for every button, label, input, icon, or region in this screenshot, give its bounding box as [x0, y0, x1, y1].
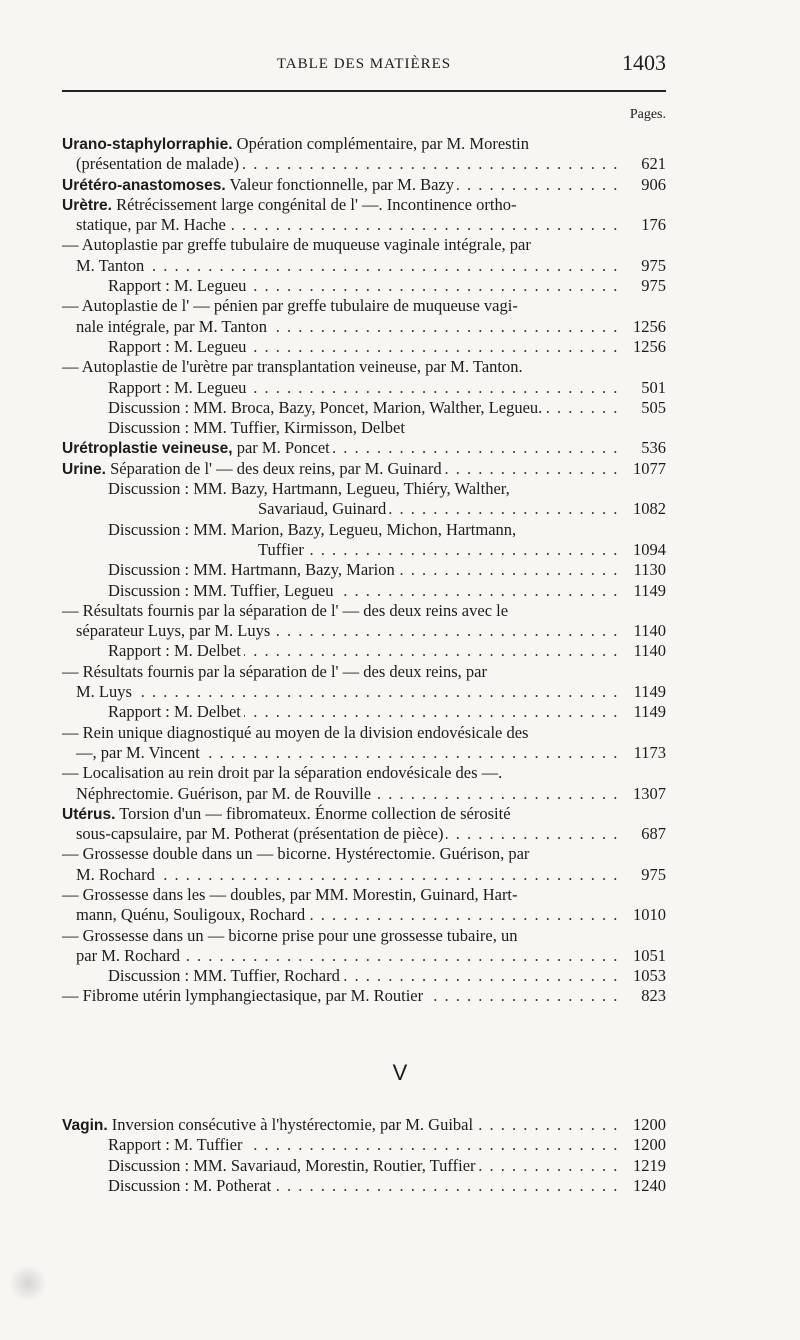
toc-entry: [62, 986, 666, 1006]
toc-entry: [62, 1115, 666, 1135]
toc-entry-page: 1149: [630, 581, 666, 601]
toc-entry: [62, 296, 666, 316]
toc-entry-text: — Rein unique diagnostiqué au moyen de la division endovésicale des: [62, 723, 531, 742]
toc-entry-text: Savariaud, Guinard: [62, 499, 389, 518]
header-rule: [62, 90, 666, 92]
toc-entry-page: 1256: [629, 337, 666, 357]
toc-entry: [62, 357, 666, 377]
toc-entry-page: 1077: [629, 459, 666, 479]
toc-entry-text: — Autoplastie de l'urètre par transplantation veineuse, par M. Tanton.: [62, 357, 526, 376]
toc-entry: [62, 540, 666, 560]
table-of-contents-v: [62, 1115, 666, 1196]
toc-entry: [62, 235, 666, 255]
toc-entry-text: — Localisation au rein droit par la séparation endovésicale des —.: [62, 763, 505, 782]
toc-entry-text: Urètre. Rétrécissement large congénital de l' —. Incontinence ortho-: [62, 195, 519, 214]
toc-entry-page: 621: [637, 154, 666, 174]
toc-entry-text: mann, Quénu, Souligoux, Rochard: [62, 905, 308, 924]
toc-entry-text: M. Rochard: [62, 865, 158, 884]
toc-entry-page: 176: [637, 215, 666, 235]
toc-entry-page: 1200: [629, 1115, 666, 1135]
toc-entry: [62, 134, 666, 154]
toc-entry: [62, 844, 666, 864]
toc-entry-text: Discussion : MM. Tuffier, Legueu: [62, 581, 336, 600]
toc-entry-text: Discussion : MM. Bazy, Hartmann, Legueu, Thiéry, Walther,: [62, 479, 513, 498]
toc-entry-text: —, par M. Vincent: [62, 743, 203, 762]
toc-entry: [62, 418, 666, 438]
toc-entry-page: 906: [637, 175, 666, 195]
toc-entry-text: sous-capsulaire, par M. Potherat (présentation de pièce): [62, 824, 446, 843]
toc-entry: [62, 560, 666, 580]
table-of-contents-u: [62, 134, 666, 1007]
toc-entry-text: — Grossesse dans les — doubles, par MM. Morestin, Guinard, Hart-: [62, 885, 521, 904]
page-number: 1403: [622, 50, 666, 75]
toc-entry: [62, 1135, 666, 1155]
toc-entry: [62, 256, 666, 276]
toc-entry: [62, 723, 666, 743]
toc-entry: [62, 763, 666, 783]
running-title: TABLE DES MATIÈRES: [276, 56, 452, 72]
toc-entry-page: 687: [637, 824, 666, 844]
toc-entry: [62, 378, 666, 398]
toc-entry-text: Utérus. Torsion d'un — fibromateux. Énorme collection de sérosité: [62, 804, 514, 823]
toc-entry-page: 501: [637, 378, 666, 398]
toc-entry: [62, 601, 666, 621]
toc-entry: [62, 702, 666, 722]
toc-entry-text: — Résultats fournis par la séparation de l' — des deux reins, par: [62, 662, 490, 681]
toc-entry: [62, 438, 666, 458]
toc-entry-text: M. Tanton: [62, 256, 147, 275]
toc-entry-page: 975: [637, 865, 666, 885]
toc-entry: [62, 662, 666, 682]
toc-entry: [62, 865, 666, 885]
toc-entry: [62, 804, 666, 824]
toc-entry-page: 1082: [629, 499, 666, 519]
toc-entry-text: Rapport : M. Delbet: [62, 702, 244, 721]
toc-entry: [62, 215, 666, 235]
toc-entry: [62, 520, 666, 540]
toc-entry-page: 1307: [629, 784, 666, 804]
toc-entry-text: Urano-staphylorraphie. Opération complémentaire, par M. Morestin: [62, 134, 532, 153]
toc-entry: [62, 784, 666, 804]
toc-entry-page: 1010: [629, 905, 666, 925]
toc-entry-text: — Autoplastie de l' — pénien par greffe tubulaire de muqueuse vagi-: [62, 296, 521, 315]
toc-entry: [62, 337, 666, 357]
toc-entry-text: Discussion : MM. Hartmann, Bazy, Marion: [62, 560, 398, 579]
section-letter: V: [392, 1060, 408, 1085]
toc-entry-page: 1240: [629, 1176, 666, 1196]
toc-entry: [62, 581, 666, 601]
toc-entry-page: 975: [637, 256, 666, 276]
toc-entry: [62, 154, 666, 174]
toc-entry-page: 1094: [629, 540, 666, 560]
toc-entry-text: Tuffier: [62, 540, 307, 559]
toc-entry: [62, 926, 666, 946]
toc-entry-text: Discussion : MM. Marion, Bazy, Legueu, Michon, Hartmann,: [62, 520, 519, 539]
toc-entry-page: 1130: [630, 560, 666, 580]
toc-entry-text: Urétéro-anastomoses. Valeur fonctionnelle, par M. Bazy: [62, 175, 457, 194]
toc-entry-text: — Grossesse dans un — bicorne prise pour une grossesse tubaire, un: [62, 926, 521, 945]
toc-entry-text: par M. Rochard: [62, 946, 183, 965]
toc-entry-text: Discussion : MM. Savariaud, Morestin, Routier, Tuffier: [62, 1156, 479, 1175]
toc-entry-text: — Résultats fournis par la séparation de l' — des deux reins avec le: [62, 601, 511, 620]
toc-entry: [62, 743, 666, 763]
toc-entry: [62, 1156, 666, 1176]
toc-entry-text: Discussion : M. Potherat: [62, 1176, 274, 1195]
toc-entry-text: Vagin. Inversion consécutive à l'hystérectomie, par M. Guibal: [62, 1115, 476, 1134]
toc-entry: [62, 317, 666, 337]
toc-entry: [62, 195, 666, 215]
toc-entry-text: Urétroplastie veineuse, par M. Poncet: [62, 438, 333, 457]
toc-entry: [62, 885, 666, 905]
toc-entry: [62, 824, 666, 844]
toc-entry-page: 1173: [630, 743, 666, 763]
toc-entry: [62, 276, 666, 296]
toc-entry-page: 1149: [630, 702, 666, 722]
toc-entry-page: 1140: [630, 641, 666, 661]
toc-entry-page: 975: [637, 276, 666, 296]
toc-entry: [62, 905, 666, 925]
toc-entry-page: 1200: [629, 1135, 666, 1155]
toc-entry: [62, 499, 666, 519]
toc-entry: [62, 946, 666, 966]
toc-entry-text: (présentation de malade): [62, 154, 242, 173]
toc-entry-text: Rapport : M. Legueu: [62, 337, 249, 356]
toc-entry: [62, 1176, 666, 1196]
toc-entry: [62, 621, 666, 641]
toc-entry-page: 536: [637, 438, 666, 458]
toc-entry-text: Urine. Séparation de l' — des deux reins, par M. Guinard: [62, 459, 445, 478]
toc-entry-page: 505: [637, 398, 666, 418]
toc-entry-page: 1051: [629, 946, 666, 966]
toc-entry: [62, 479, 666, 499]
toc-entry-text: Discussion : MM. Tuffier, Kirmisson, Delbet: [62, 418, 408, 437]
toc-entry-text: Rapport : M. Delbet: [62, 641, 244, 660]
toc-entry-text: — Grossesse double dans un — bicorne. Hystérectomie. Guérison, par: [62, 844, 532, 863]
toc-entry-text: — Autoplastie par greffe tubulaire de muqueuse vaginale intégrale, par: [62, 235, 534, 254]
toc-entry-text: Rapport : M. Tuffier: [62, 1135, 245, 1154]
toc-entry-text: nale intégrale, par M. Tanton: [62, 317, 270, 336]
toc-entry-text: — Fibrome utérin lymphangiectasique, par M. Routier: [62, 986, 426, 1005]
toc-entry-text: statique, par M. Hache: [62, 215, 229, 234]
toc-entry-page: 1140: [630, 621, 666, 641]
toc-entry: [62, 682, 666, 702]
toc-entry-text: Rapport : M. Legueu: [62, 276, 249, 295]
toc-entry: [62, 175, 666, 195]
toc-entry-text: Discussion : MM. Broca, Bazy, Poncet, Marion, Walther, Legueu.: [62, 398, 545, 417]
page-header: [62, 50, 666, 80]
paper-stain: [8, 1265, 48, 1301]
toc-entry-page: 823: [637, 986, 666, 1006]
toc-entry: [62, 398, 666, 418]
toc-entry: [62, 966, 666, 986]
toc-entry: [62, 641, 666, 661]
toc-entry-page: 1219: [629, 1156, 666, 1176]
toc-entry-text: M. Luys: [62, 682, 135, 701]
toc-entry-page: 1256: [629, 317, 666, 337]
pages-column-label: Pages.: [629, 107, 666, 122]
toc-entry-page: 1149: [630, 682, 666, 702]
toc-entry-text: séparateur Luys, par M. Luys: [62, 621, 273, 640]
toc-entry-text: Rapport : M. Legueu: [62, 378, 249, 397]
toc-entry-page: 1053: [629, 966, 666, 986]
toc-entry-text: Discussion : MM. Tuffier, Rochard: [62, 966, 343, 985]
toc-entry: [62, 459, 666, 479]
toc-entry-text: Néphrectomie. Guérison, par M. de Rouville: [62, 784, 374, 803]
